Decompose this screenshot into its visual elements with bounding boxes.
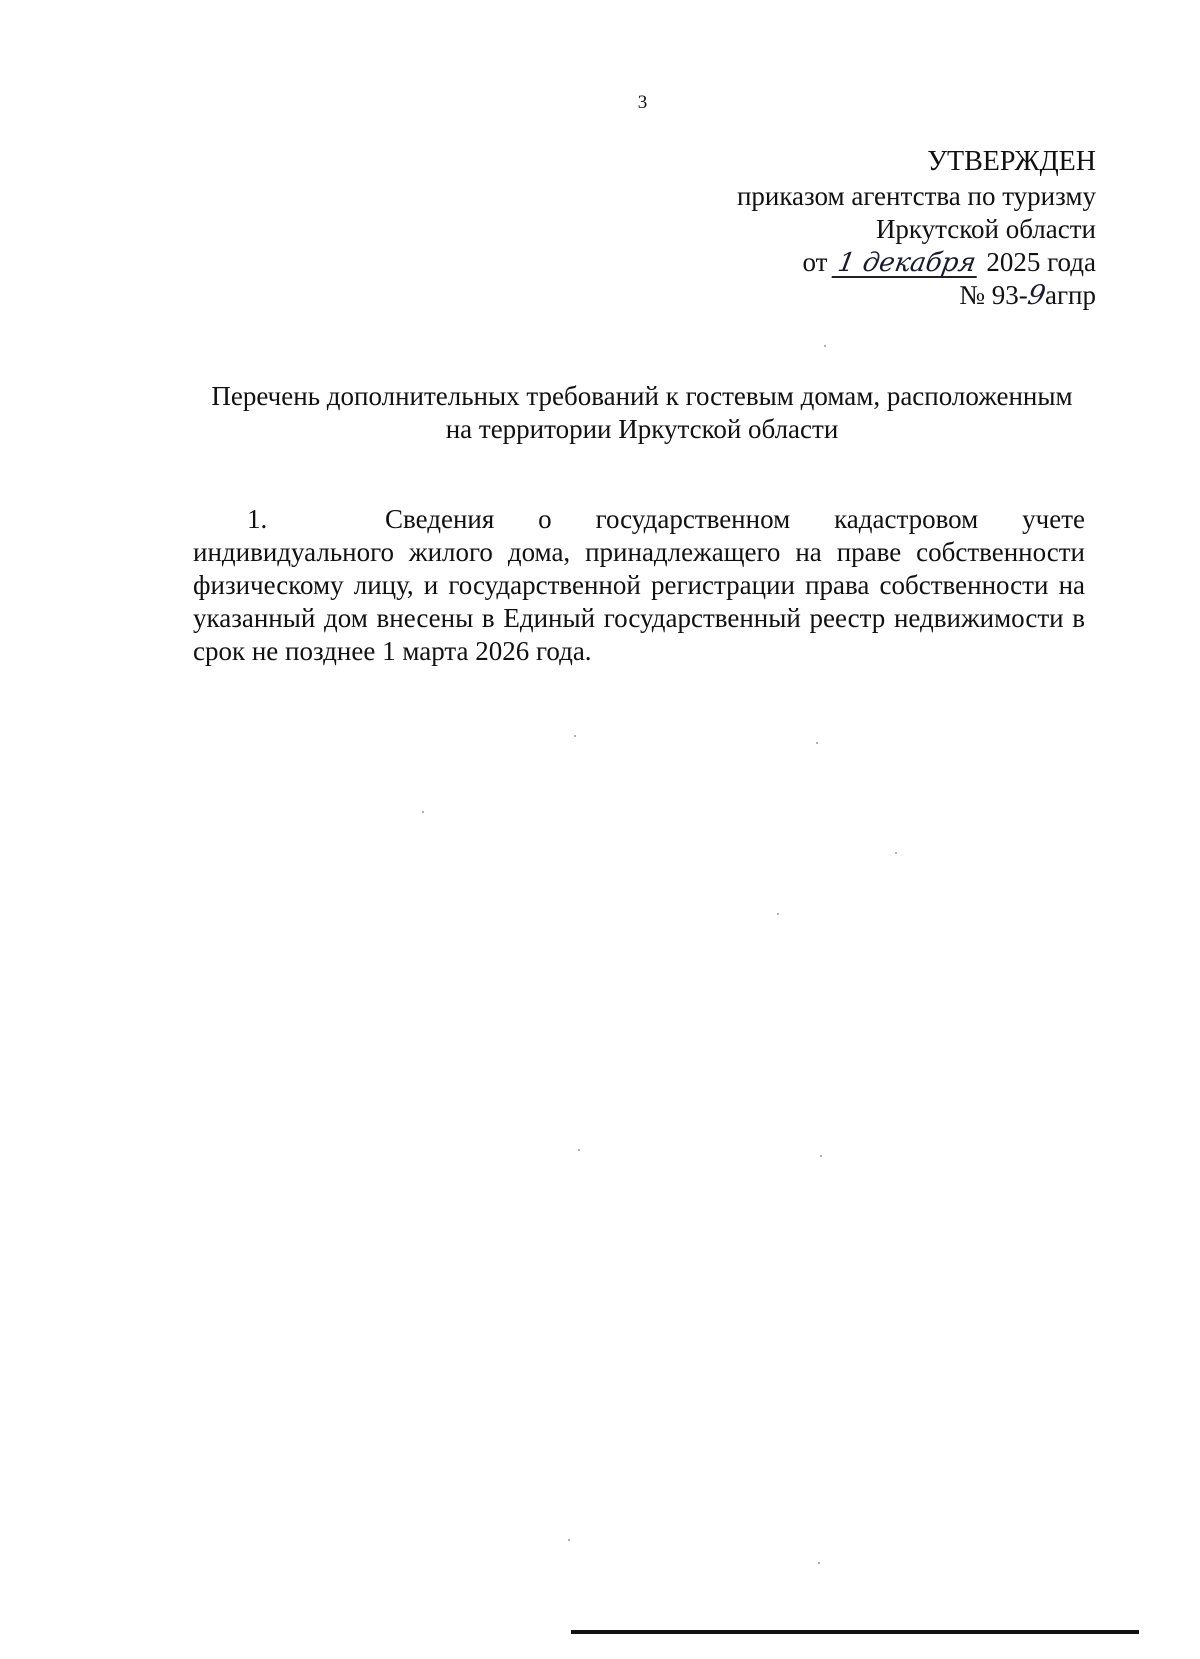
scan-speck [820, 1155, 822, 1157]
list-item [193, 503, 1085, 668]
approval-date-line [576, 246, 1096, 279]
approval-block [576, 145, 1096, 312]
scan-speck [578, 1149, 580, 1151]
approval-region-line: Иркутской области [875, 214, 1096, 244]
document-title [150, 380, 1134, 446]
approval-stamp-word: УТВЕРЖДЕН [927, 146, 1096, 177]
title-line-1: Перечень дополнительных требований к гостевым домам, расположенным [211, 381, 1073, 411]
scan-speck [895, 852, 897, 854]
handwritten-date: 1 декабря [832, 250, 982, 278]
scan-speck [574, 735, 576, 737]
number-suffix: агпр [1044, 280, 1096, 310]
approval-order-line: приказом агентства по туризму [736, 181, 1096, 211]
date-suffix: 2025 года [986, 247, 1096, 277]
date-prefix: от [802, 247, 828, 277]
bottom-divider-line [571, 1630, 1139, 1634]
scan-speck [816, 742, 818, 744]
scan-speck [824, 345, 826, 347]
requirements-list [193, 503, 1085, 668]
scan-speck [568, 1539, 570, 1541]
number-prefix: № 93- [959, 280, 1028, 310]
approval-number-line [576, 279, 1096, 312]
handwritten-number: 9 [1025, 280, 1048, 311]
scan-speck [777, 913, 779, 915]
page-number: 3 [637, 92, 648, 113]
scan-speck [818, 1562, 820, 1564]
list-item-text: Сведения о государственном кадастровом учете индивидуального жилого дома, принадлежащего на праве собственности физическому лицу, и государственной регистрации права собственности на указанный дом внесены в Единый государственный реестр недвижимости в срок не позднее 1 марта 2026 года. [193, 504, 1085, 666]
list-item-number: 1. [247, 504, 268, 534]
scan-speck [422, 811, 424, 813]
title-line-2: на территории Иркутской области [445, 414, 839, 444]
